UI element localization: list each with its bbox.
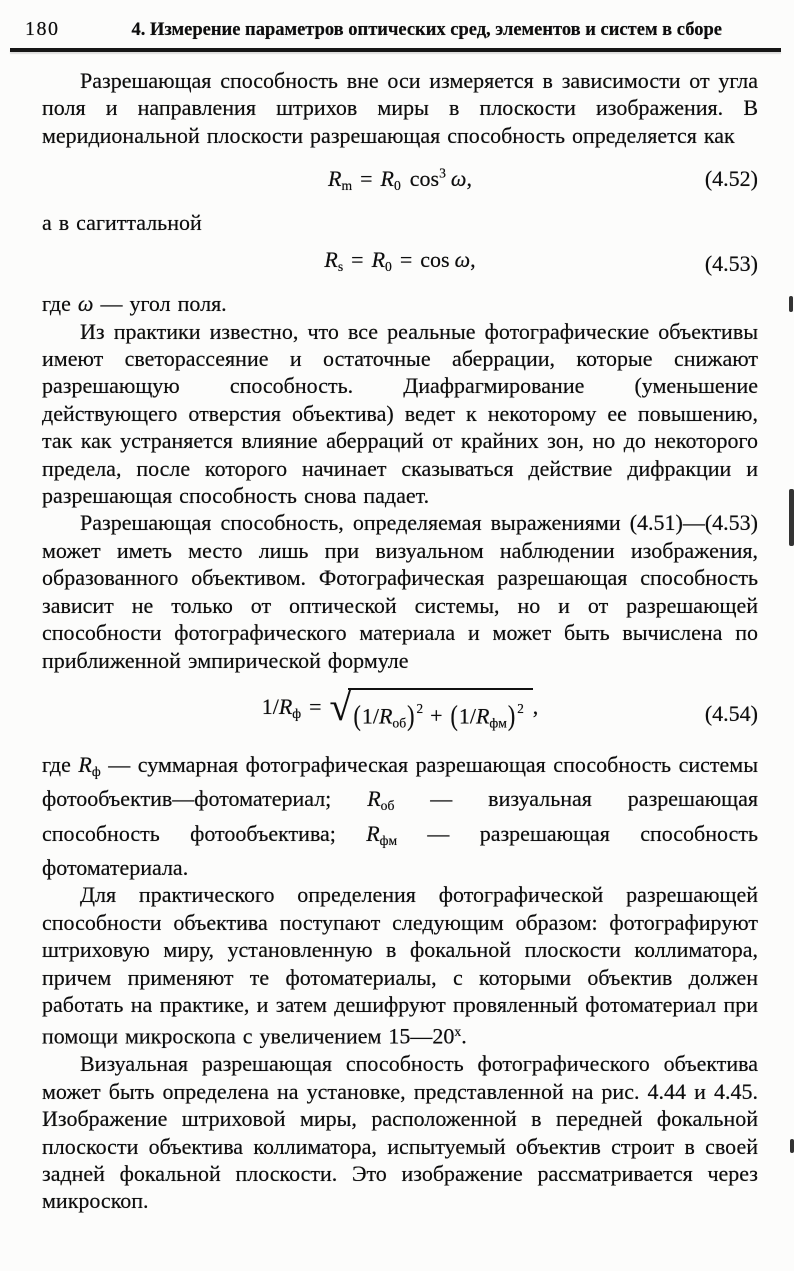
equation-4-52	[42, 157, 758, 202]
paragraph-formula-legend	[42, 751, 758, 882]
scan-artifact	[789, 296, 793, 312]
math-var: R	[278, 693, 293, 719]
equation-number: (4.54)	[704, 700, 758, 726]
math-subscript: фм	[489, 715, 507, 731]
open-paren: (	[450, 699, 458, 733]
text-segment: .	[461, 1023, 467, 1049]
radicand	[348, 688, 533, 741]
equals-sign: =	[351, 247, 364, 273]
math-var: R	[366, 820, 380, 846]
close-paren: )	[407, 699, 415, 733]
math-var: R	[380, 165, 394, 191]
omega-symbol: ω	[454, 247, 471, 273]
omega-symbol: ω	[77, 291, 94, 317]
cos-function: cos	[409, 165, 440, 191]
square-root	[329, 683, 533, 741]
text-segment: — угол поля.	[93, 291, 227, 317]
omega-symbol: ω	[450, 165, 467, 191]
paragraph-sagittal-lead: а в сагиттальной	[42, 209, 202, 235]
equals-sign: =	[399, 247, 413, 273]
text-segment: — суммарная фотографическая разрешающая способность системы фотообъектив—фотоматериал;	[42, 751, 758, 812]
scan-artifact	[790, 1139, 794, 1153]
paragraph-off-axis-resolution: Разрешающая способность вне оси измеряется в зависимости от угла поля и направления штрихов миры в плоскости изображения. В меридиональной плоскости разрешающая способность определяется как	[42, 68, 758, 148]
math-superscript: 2	[416, 700, 424, 716]
running-title: 4. Измерение параметров оптических сред, элементов и систем в сборе	[131, 20, 722, 40]
equation-4-54	[42, 683, 758, 741]
close-paren: )	[507, 699, 516, 733]
equation-content	[328, 166, 472, 191]
equals-sign: =	[309, 693, 322, 719]
math-subscript: фм	[379, 832, 398, 848]
equation-content	[261, 683, 539, 733]
paragraph-omega-note	[42, 290, 758, 317]
comma: ,	[470, 247, 476, 273]
comma: ,	[466, 165, 472, 191]
text-segment: — разрешающая способность фотоматериала.	[42, 820, 758, 880]
page-number: 180	[25, 18, 60, 40]
text-segment: Для практического определения фотографической разрешающей способности объектива поступают следующим образом: фотографируют штриховую миру, установленную в фокальной плоскости коллиматора, причем применяют те фотоматериалы, с которыми объектив должен работать на практике, и затем дешифруют провяленный фотоматериал при помощи микроскопа с увеличением 15—20	[42, 882, 758, 1049]
math-superscript: 3	[439, 165, 446, 181]
equation-4-53	[42, 244, 758, 283]
radical-sign: √	[329, 683, 352, 729]
text-segment: — визуальная разрешающая способность фотообъектива;	[42, 786, 758, 846]
math-var: R	[475, 703, 490, 729]
paragraph-photographic-resolution: Разрешающая способность, определяемая выражениями (4.51)—(4.53) может иметь место лишь при визуальном наблюдении изображения, образованного объективом. Фотографическая разрешающая способность зависит не только от оптической системы, но и от разрешающей способности фотографического материала и может быть вычислена по приближенной эмпирической формуле	[42, 510, 758, 673]
equation-content	[324, 247, 476, 275]
paragraph-visual-resolution-setup: Визуальная разрешающая способность фотографического объектива может быть определена на установке, представленной на рис. 4.44 и 4.45. Изображение штриховой миры, расположенной в передней фокальной плоскости объектива коллиматора, испытуемый объектив строит в своей задней фокальной плоскости. Это изображение рассматривается через микроскоп.	[42, 1051, 758, 1214]
math-subscript: ф	[292, 706, 302, 721]
math-subscript: 0	[393, 177, 401, 193]
equation-number: (4.53)	[704, 250, 758, 276]
math-subscript: об	[392, 715, 407, 731]
comma: ,	[532, 693, 539, 719]
magnification-superscript: х	[454, 1024, 462, 1040]
math-var: R	[378, 703, 393, 729]
math-subscript: s	[337, 259, 344, 275]
math-fraction: 1/	[261, 693, 279, 719]
math-subscript: 0	[385, 259, 392, 275]
equation-number: (4.52)	[704, 166, 758, 192]
plus-sign: +	[430, 703, 443, 729]
math-var: R	[367, 786, 381, 812]
math-superscript: 2	[517, 700, 524, 716]
text-segment: где	[42, 291, 78, 317]
math-var: R	[324, 247, 338, 273]
scan-artifact	[789, 489, 794, 546]
paragraph-practical-method	[42, 881, 758, 1050]
math-subscript: об	[380, 798, 395, 814]
math-var: R	[78, 751, 92, 777]
math-var: R	[371, 247, 386, 273]
math-fraction: 1/	[361, 703, 379, 729]
text-segment: где	[42, 751, 79, 777]
open-paren: (	[353, 699, 361, 733]
page-body	[0, 52, 794, 1215]
equals-sign: =	[360, 165, 373, 191]
math-fraction: 1/	[458, 703, 476, 729]
cos-function: cos	[420, 247, 450, 273]
page-header	[0, 0, 794, 41]
math-var: R	[328, 165, 342, 191]
math-subscript: m	[341, 177, 353, 193]
math-subscript: ф	[91, 763, 101, 779]
paragraph-practical-aberrations: Из практики известно, что все реальные фотографические объективы имеют светорассеяние и остаточные аберрации, которые снижают разрешающую способность. Диафрагмирование (уменьшение действующего отверстия объектива) ведет к некоторому ее повышению, так как устраняется влияние аберраций от крайних зон, но до некоторого предела, после которого начинает сказываться действие дифракции и разрешающая способность снова падает.	[42, 318, 758, 509]
